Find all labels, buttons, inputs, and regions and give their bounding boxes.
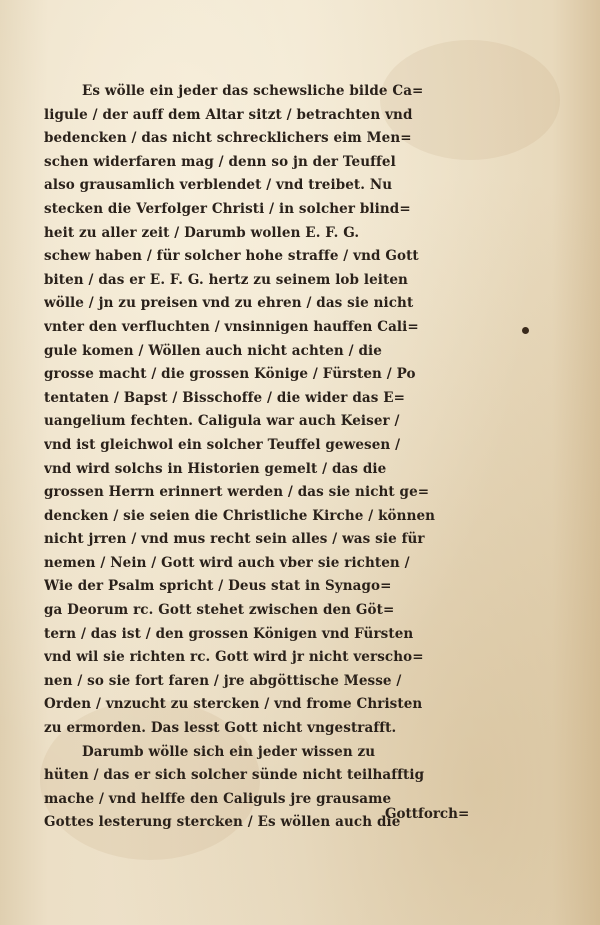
wormhole-mark bbox=[522, 327, 529, 334]
text-line: Orden / vnzucht zu stercken / vnd frome Christen bbox=[44, 696, 423, 713]
text-line: nen / so sie fort faren / jre abgöttische Messe / bbox=[44, 672, 402, 689]
text-line: hüten / das er sich solcher sünde nicht teilhafftig bbox=[44, 767, 425, 784]
text-line: biten / das er E. F. G. hertz zu seinem lob leiten bbox=[44, 271, 408, 288]
document-body bbox=[44, 80, 514, 835]
text-line: nemen / Nein / Gott wird auch vber sie richten / bbox=[44, 554, 410, 571]
text-line: vnd ist gleichwol ein solcher Teuffel gewesen / bbox=[44, 436, 401, 453]
text-line: grosse macht / die grossen Könige / Fürsten / Po bbox=[44, 366, 416, 383]
text-line: grossen Herrn erinnert werden / das sie nicht ge= bbox=[44, 484, 430, 501]
text-line: dencken / sie seien die Christliche Kirche / können bbox=[44, 507, 436, 524]
text-line: vnter den verfluchten / vnsinnigen hauffen Cali= bbox=[44, 318, 419, 335]
text-line: uangelium fechten. Caligula war auch Keiser / bbox=[44, 413, 400, 430]
text-line: vnd wil sie richten rc. Gott wird jr nicht verscho= bbox=[44, 649, 424, 666]
text-line: mache / vnd helffe den Caliguls jre grausame bbox=[44, 790, 392, 807]
text-line: wölle / jn zu preisen vnd zu ehren / das sie nicht bbox=[44, 295, 414, 312]
text-line: nicht jrren / vnd mus recht sein alles / was sie für bbox=[44, 531, 425, 548]
text-line: Es wölle ein jeder das schewsliche bilde Ca= bbox=[82, 83, 424, 99]
text-line: tentaten / Bapst / Bisschoffe / die wider das E= bbox=[44, 389, 406, 406]
catchword: Gottforch= bbox=[385, 806, 470, 822]
text-line: schen widerfaren mag / denn so jn der Teuffel bbox=[44, 153, 396, 170]
text-line: stecken die Verfolger Christi / in solcher blind= bbox=[44, 200, 411, 217]
text-line: gule komen / Wöllen auch nicht achten / die bbox=[44, 342, 382, 359]
text-line: schew haben / für solcher hohe straffe / vnd Gott bbox=[44, 248, 419, 265]
text-line: heit zu aller zeit / Darumb wollen E. F. G. bbox=[44, 224, 360, 241]
text-line: Gottes lesterung stercken / Es wöllen auch die bbox=[44, 814, 401, 831]
text-line: vnd wird solchs in Historien gemelt / das die bbox=[44, 460, 387, 477]
text-line: Darumb wölle sich ein jeder wissen zu bbox=[82, 743, 376, 760]
text-line: tern / das ist / den grossen Königen vnd Fürsten bbox=[44, 625, 414, 642]
text-line: Wie der Psalm spricht / Deus stat in Synago= bbox=[44, 578, 392, 595]
text-line: bedencken / das nicht schrecklichers eim Men= bbox=[44, 130, 412, 147]
text-line: also grausamlich verblendet / vnd treibet. Nu bbox=[44, 177, 393, 194]
text-line: ligule / der auff dem Altar sitzt / betrachten vnd bbox=[44, 106, 413, 123]
text-line: ga Deorum rc. Gott stehet zwischen den Göt= bbox=[44, 602, 395, 619]
text-line: zu ermorden. Das lesst Gott nicht vngestrafft. bbox=[44, 720, 397, 737]
